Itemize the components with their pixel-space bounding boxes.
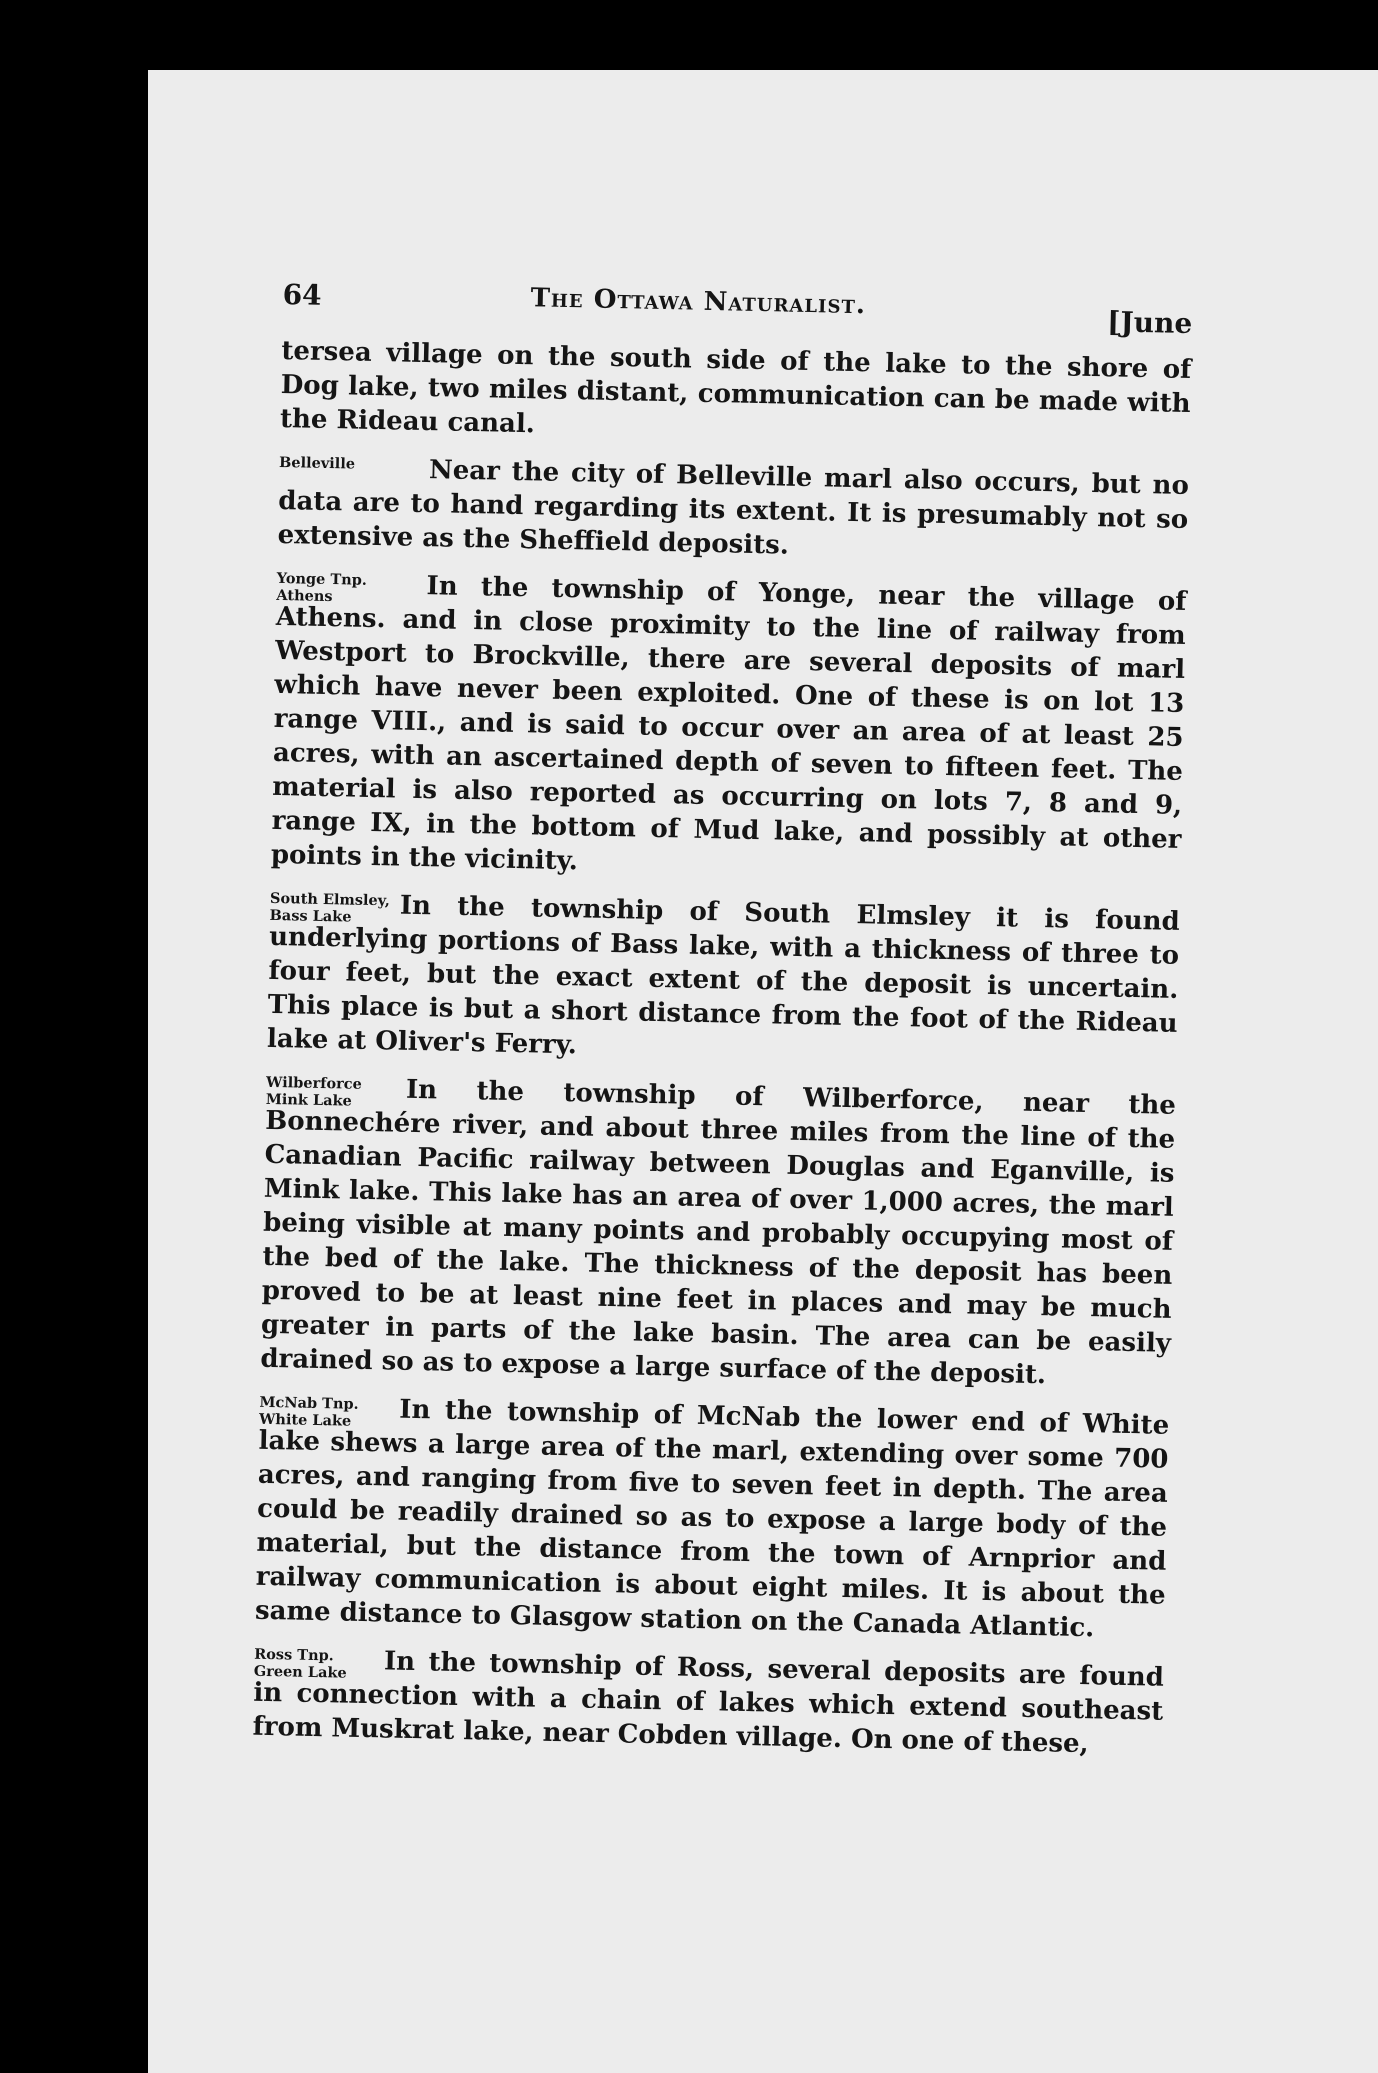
margin-note (266, 1074, 362, 1110)
document-page (148, 70, 1378, 2073)
issue-month: [June (1106, 305, 1193, 341)
paragraph-text: In the township of Wilberforce, near the Bonnechére river, and about three miles from the line of the Canadian Pacific railway between Douglas and Eganville, is Mink lake. This lake has an area of over 1,000 acres, the marl being visible at many points and probably occupying most of the bed of the lake. The thickness of the deposit has been proved to be at least nine feet in places and may be much greater in parts of the lake basin. The area can be easily drained so as to expose a large surface of the deposit. (260, 1074, 1177, 1391)
margin-note (279, 454, 355, 473)
margin-note-line: Green Lake (253, 1662, 347, 1682)
paragraph (280, 334, 1192, 455)
paragraph-text: In the township of Yonge, near the village of Athens. and in close proximity to the line of railway from Westport to Brockville, there are several deposits of marl which have never been exploited. One of these is on lot 13 range VIII., and is said to occur over an area of at least 25 acres, with an ascertained depth of seven to fifteen feet. The material is also reported as occurring on lots 7, 8 and 9, range IX, in the bottom of Mud lake, and possibly at other points in the vicinity. (270, 571, 1187, 877)
margin-note-line: Mink Lake (265, 1090, 353, 1110)
paragraph (260, 1070, 1176, 1395)
margin-note-line: Ross Tnp. (253, 1645, 334, 1665)
margin-note (276, 570, 367, 606)
margin-note-line: South Elmsley, (269, 889, 391, 910)
margin-note-line: Bass Lake (269, 906, 352, 926)
margin-note (254, 1646, 348, 1682)
margin-note-line: White Lake (258, 1410, 352, 1430)
margin-note-line: Yonge Tnp. (276, 569, 368, 589)
margin-note (269, 890, 390, 927)
paragraph (252, 1642, 1164, 1763)
journal-title: The Ottawa Naturalist. (530, 283, 867, 321)
page-content (252, 278, 1193, 1777)
paragraph-text: In the township of Ross, several deposits are found in connection with a chain of lakes which extend southeast from Muskrat lake, near Cobden village. On one of these, (252, 1646, 1165, 1760)
paragraph (267, 886, 1180, 1075)
page-number: 64 (282, 278, 322, 312)
paragraph (255, 1390, 1170, 1647)
paragraph-text: In the township of McNab the lower end of White lake shews a large area of the marl, extending over some 700 acres, and ranging from five to seven feet in depth. The area could be readily drained so as to expose a large body of the material, but the distance from the town of Arnprior and railway communication is about eight miles. It is about the same distance to Glasgow station on the Canada Atlantic. (254, 1394, 1170, 1644)
margin-note-line: Wilberforce (265, 1073, 362, 1093)
margin-note-line: Belleville (278, 453, 356, 473)
paragraph-text: Near the city of Belleville marl also occurs, but no data are to hand regarding its extent. It is presumably not so extensive as the Sheffield deposits. (277, 455, 1190, 561)
paragraph-text: tersea village on the south side of the lake to the shore of Dog lake, two miles distant, communication can be made with the Rideau canal. (279, 335, 1192, 440)
paragraph (271, 566, 1187, 891)
paragraph-text: In the township of South Elmsley it is found underlying portions of Bass lake, with a thickness of three to four feet, but the exact extent of the deposit is uncertain. This place is but a short distance from the foot of the Rideau lake at Oliver's Ferry. (266, 890, 1181, 1061)
margin-note-line: Athens (276, 586, 333, 606)
margin-note-line: McNab Tnp. (259, 1393, 359, 1413)
paragraph (277, 450, 1189, 571)
margin-note (259, 1394, 359, 1430)
